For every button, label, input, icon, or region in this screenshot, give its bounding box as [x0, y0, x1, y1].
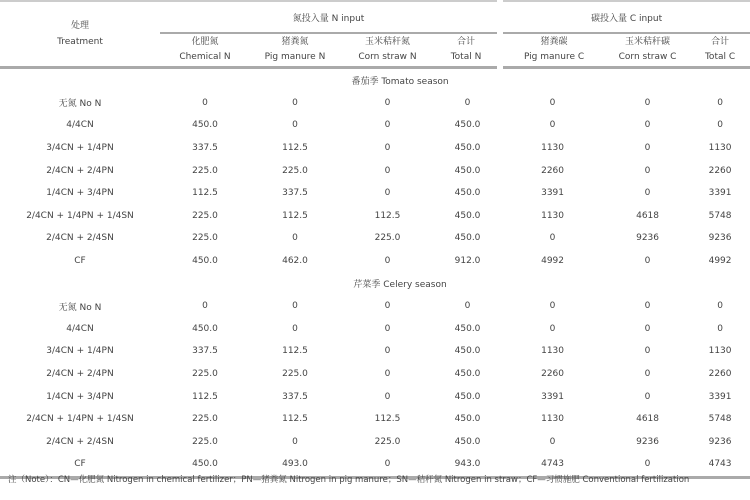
- treatment-cell: 2/4CN + 2/4SN: [46, 233, 114, 244]
- value-cell: 450.0: [454, 210, 481, 221]
- value-cell: 462.0: [282, 256, 308, 267]
- value-cell: 0: [644, 459, 651, 470]
- column-header: 合计 Total N: [450, 37, 482, 62]
- table-row: [0, 408, 750, 431]
- value-cell: 225.0: [192, 414, 218, 425]
- value-cell: 3391: [541, 188, 564, 199]
- value-cell: 0: [292, 436, 298, 447]
- value-cell: 450.0: [454, 120, 481, 131]
- value-cell: 0: [549, 233, 556, 244]
- value-cell: 0: [464, 301, 471, 312]
- column-header: 玉米秸秆氮 Corn straw N: [358, 37, 417, 62]
- value-cell: 1130: [541, 414, 564, 425]
- value-cell: 0: [717, 120, 723, 131]
- value-cell: 450.0: [454, 323, 481, 334]
- value-cell: 943.0: [454, 459, 481, 470]
- value-cell: 0: [549, 436, 556, 447]
- value-cell: 0: [717, 97, 723, 108]
- value-cell: 0: [202, 97, 208, 108]
- value-cell: 0: [384, 256, 391, 267]
- value-cell: 0: [384, 97, 391, 108]
- value-cell: 337.5: [282, 188, 308, 199]
- treatment-header: 处理 Treatment: [57, 21, 103, 47]
- value-cell: 0: [292, 97, 298, 108]
- value-cell: 0: [644, 369, 651, 380]
- table-row: [0, 363, 750, 386]
- value-cell: 0: [549, 97, 556, 108]
- table-row: [0, 431, 750, 454]
- value-cell: 0: [644, 143, 651, 154]
- value-cell: 0: [717, 301, 723, 312]
- value-cell: 0: [644, 120, 651, 131]
- value-cell: 0: [644, 391, 651, 402]
- table-note: 注（Note）：CN—化肥氮 Nitrogen in chemical fertilizer；PN—猪粪氮 Nitrogen in pig manure；SN—秸秆氮 Nitrogen in straw；CF—习惯施肥 Conventional fertilization: [8, 475, 690, 485]
- treatment-cell: 2/4CN + 1/4PN + 1/4SN: [26, 210, 134, 221]
- value-cell: 5748: [708, 414, 732, 425]
- value-cell: 0: [384, 165, 391, 176]
- value-cell: 112.5: [282, 143, 308, 154]
- value-cell: 0: [644, 97, 651, 108]
- value-cell: 2260: [541, 165, 564, 176]
- value-cell: 493.0: [282, 459, 308, 470]
- value-cell: 225.0: [192, 233, 218, 244]
- value-cell: 450.0: [192, 120, 218, 131]
- n-input-header: 氮投入量 N input: [160, 1, 500, 33]
- c-input-header: 碳投入量 C input: [500, 1, 750, 33]
- table-row: [0, 159, 750, 182]
- value-cell: 0: [464, 97, 471, 108]
- value-cell: 112.5: [192, 391, 218, 402]
- treatment-cell: 3/4CN + 1/4PN: [46, 143, 114, 154]
- value-cell: 0: [549, 323, 556, 334]
- value-cell: 4992: [708, 256, 732, 267]
- value-cell: 450.0: [454, 414, 481, 425]
- value-cell: 225.0: [192, 210, 218, 221]
- treatment-cell: 1/4CN + 3/4PN: [46, 188, 114, 199]
- value-cell: 112.5: [282, 414, 308, 425]
- value-cell: 0: [384, 143, 391, 154]
- value-cell: 0: [384, 188, 391, 199]
- value-cell: 1130: [541, 346, 564, 357]
- treatment-cell: 2/4CN + 2/4SN: [46, 436, 114, 447]
- value-cell: 4743: [541, 459, 564, 470]
- treatment-cell: 1/4CN + 3/4PN: [46, 391, 114, 402]
- treatment-cell: 2/4CN + 1/4PN + 1/4SN: [26, 414, 134, 425]
- column-header: 玉米秸秆碳 Corn straw C: [618, 37, 677, 62]
- table-row: [0, 318, 750, 341]
- section-header: [0, 272, 750, 295]
- value-cell: 2260: [708, 369, 732, 380]
- value-cell: 0: [644, 165, 651, 176]
- value-cell: 0: [384, 323, 391, 334]
- table-row: [0, 114, 750, 137]
- section-header: [0, 68, 750, 92]
- value-cell: 5748: [708, 210, 732, 221]
- table-row: [0, 385, 750, 408]
- value-cell: 112.5: [282, 346, 308, 357]
- value-cell: 450.0: [454, 369, 481, 380]
- value-cell: 0: [384, 346, 391, 357]
- value-cell: 112.5: [282, 210, 308, 221]
- value-cell: 0: [644, 256, 651, 267]
- value-cell: 0: [292, 323, 298, 334]
- value-cell: 0: [292, 233, 298, 244]
- value-cell: 0: [717, 323, 723, 334]
- table-row: [0, 205, 750, 228]
- value-cell: 3391: [708, 188, 732, 199]
- treatment-cell: 4/4CN: [66, 323, 94, 334]
- value-cell: 1130: [708, 143, 732, 154]
- value-cell: 2260: [541, 369, 564, 380]
- value-cell: 0: [644, 346, 651, 357]
- column-header: 猪粪氮 Pig manure N: [264, 37, 326, 62]
- value-cell: 1130: [541, 143, 564, 154]
- value-cell: 2260: [708, 165, 732, 176]
- value-cell: 450.0: [192, 323, 218, 334]
- value-cell: 450.0: [454, 436, 481, 447]
- section-title: 芹菜季 Celery season: [353, 280, 447, 291]
- treatment-cell: CF: [74, 256, 86, 267]
- section-title: 番茄季 Tomato season: [351, 76, 449, 87]
- value-cell: 450.0: [192, 256, 218, 267]
- value-cell: 0: [292, 120, 298, 131]
- value-cell: 337.5: [192, 346, 218, 357]
- value-cell: 450.0: [454, 188, 481, 199]
- value-cell: 112.5: [192, 188, 218, 199]
- value-cell: 0: [384, 301, 391, 312]
- value-cell: 9236: [708, 436, 732, 447]
- value-cell: 4743: [708, 459, 732, 470]
- treatment-cell: 2/4CN + 2/4PN: [46, 165, 114, 176]
- value-cell: 450.0: [454, 391, 481, 402]
- value-cell: 112.5: [374, 414, 401, 425]
- value-cell: 450.0: [454, 143, 481, 154]
- value-cell: 4992: [541, 256, 564, 267]
- value-cell: 225.0: [192, 369, 218, 380]
- value-cell: 0: [384, 391, 391, 402]
- value-cell: 0: [644, 301, 651, 312]
- table-row: [0, 182, 750, 205]
- value-cell: 225.0: [192, 436, 218, 447]
- value-cell: 4618: [636, 210, 659, 221]
- value-cell: 225.0: [282, 369, 308, 380]
- value-cell: 225.0: [374, 436, 401, 447]
- value-cell: 112.5: [374, 210, 401, 221]
- value-cell: 225.0: [282, 165, 308, 176]
- value-cell: 912.0: [454, 256, 481, 267]
- treatment-cell: 2/4CN + 2/4PN: [46, 369, 114, 380]
- value-cell: 450.0: [454, 346, 481, 357]
- value-cell: 1130: [708, 346, 732, 357]
- value-cell: 3391: [708, 391, 732, 402]
- column-header: 化肥氮 Chemical N: [179, 37, 231, 62]
- value-cell: 450.0: [454, 165, 481, 176]
- treatment-cell: 无氮 No N: [58, 99, 102, 110]
- value-cell: 0: [384, 120, 391, 131]
- treatment-cell: 无氮 No N: [58, 302, 102, 313]
- value-cell: 0: [549, 120, 556, 131]
- value-cell: 450.0: [454, 233, 481, 244]
- treatment-cell: 4/4CN: [66, 120, 94, 131]
- value-cell: 0: [549, 301, 556, 312]
- value-cell: 9236: [708, 233, 732, 244]
- treatment-cell: 3/4CN + 1/4PN: [46, 346, 114, 357]
- table-row: [0, 137, 750, 160]
- table-row: [0, 92, 750, 115]
- table-row: [0, 250, 750, 273]
- value-cell: 0: [384, 369, 391, 380]
- value-cell: 3391: [541, 391, 564, 402]
- value-cell: 0: [644, 188, 651, 199]
- value-cell: 225.0: [192, 165, 218, 176]
- value-cell: 0: [384, 459, 391, 470]
- value-cell: 1130: [541, 210, 564, 221]
- value-cell: 450.0: [192, 459, 218, 470]
- column-header: 猪粪碳 Pig manure C: [500, 33, 605, 68]
- value-cell: 9236: [636, 233, 659, 244]
- column-header: 合计 Total C: [704, 37, 736, 62]
- treatment-cell: CF: [74, 459, 86, 470]
- value-cell: 0: [644, 323, 651, 334]
- value-cell: 225.0: [374, 233, 401, 244]
- value-cell: 337.5: [192, 143, 218, 154]
- value-cell: 337.5: [282, 391, 308, 402]
- table-row: [0, 227, 750, 250]
- value-cell: 9236: [636, 436, 659, 447]
- value-cell: 0: [292, 301, 298, 312]
- value-cell: 4618: [636, 414, 659, 425]
- value-cell: 0: [202, 301, 208, 312]
- table-row: [0, 340, 750, 363]
- table-row: [0, 295, 750, 318]
